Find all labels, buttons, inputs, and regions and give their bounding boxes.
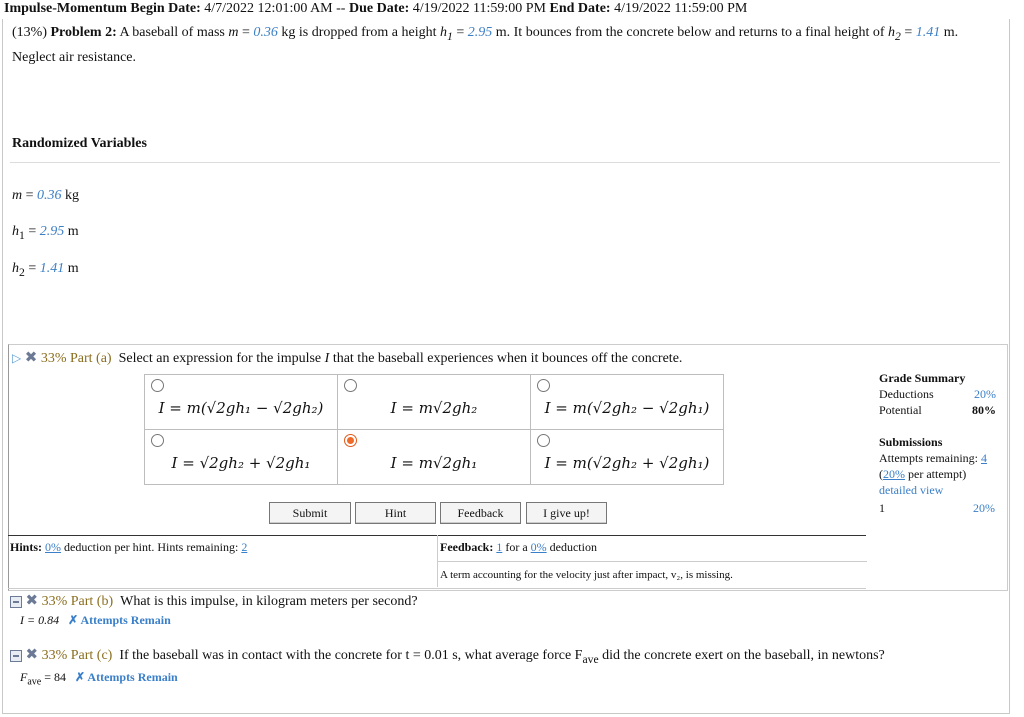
problem-text-b: kg is dropped from a height	[281, 25, 437, 40]
part-c-answer: = 84	[44, 670, 67, 684]
begin-label: Begin Date:	[130, 1, 201, 16]
option-6[interactable]	[531, 430, 724, 485]
problem-text-d: m. Neglect air resistance.	[12, 25, 959, 65]
problem-text-a: A baseball of mass	[119, 25, 225, 40]
per-attempt: (20% per attempt)	[879, 467, 967, 481]
incorrect-icon: ✖	[24, 350, 38, 366]
option-5-expr: I = m√2gh₁	[390, 454, 478, 472]
grade-summary-title: Grade Summary	[879, 371, 966, 385]
assignment-header	[0, 0, 1024, 19]
problem-statement: (13%) Problem 2: A baseball of mass m = 0.36 kg is dropped from a height $h_1 = 2.95$ m. It bounces from the concrete below and returns to a final height of $h_2 = 1.41$ m. Neglect air resistance.	[12, 25, 959, 65]
part-a-question: Select an expression for the impulse	[118, 351, 322, 366]
submissions-title: Submissions	[879, 435, 943, 449]
hints-status: Hints: 0% deduction per hint. Hints remaining: 2	[10, 540, 248, 554]
option-4[interactable]	[145, 430, 338, 485]
mass-value: 0.36	[253, 25, 278, 40]
potential-label: Potential	[879, 403, 922, 417]
feedback-status: Feedback: 1 for a 0% deduction	[440, 540, 597, 554]
deductions-label: Deductions	[879, 387, 934, 401]
incorrect-icon: ✖	[25, 647, 39, 663]
feedback-message: A term accounting for the velocity just after impact, v₂, is missing.	[440, 569, 733, 581]
radio-button-selected[interactable]	[344, 434, 357, 447]
collapse-icon[interactable]	[10, 596, 22, 608]
part-a-header: ▷ ✖ 33% Part (a) Select an expression for the impulse I that the baseball experiences when it bounces off the concrete.	[12, 350, 683, 366]
randomized-variables-title: Randomized Variables	[12, 136, 147, 151]
attempts-remaining: Attempts remaining: 4	[879, 451, 987, 465]
part-c-header: ✖ 33% Part (c) If the baseball was in contact with the concrete for t = 0.01 s, what average force $F_{ave}$ did the concrete exert on the baseball, in newtons?	[10, 645, 885, 666]
var-h2: $h_2 = 1.41$ m	[12, 261, 79, 279]
radio-button[interactable]	[344, 379, 357, 392]
var-h1: $h_1 = 2.95$ m	[12, 224, 79, 242]
problem-weight: (13%)	[12, 25, 47, 40]
part-b-status: ✗ Attempts Remain	[68, 613, 171, 627]
option-5[interactable]	[338, 430, 531, 485]
incorrect-icon: ✖	[25, 593, 39, 609]
part-c-question-b: did the concrete exert on the baseball, in newtons?	[602, 648, 885, 663]
problem-label: Problem 2:	[50, 25, 117, 40]
mass-symbol: m	[228, 25, 239, 40]
assignment-title: Impulse-Momentum	[4, 1, 127, 16]
radio-button[interactable]	[537, 379, 550, 392]
part-a-percent: 33% Part (a)	[40, 351, 112, 366]
radio-button[interactable]	[537, 434, 550, 447]
submission-row-value: 20%	[973, 501, 995, 515]
radio-button[interactable]	[151, 379, 164, 392]
part-c-question: If the baseball was in contact with the concrete for t = 0.01 s, what average force F	[119, 648, 583, 663]
expand-triangle-icon[interactable]: ▷	[12, 351, 22, 365]
part-b-answer-row	[20, 613, 171, 628]
submission-row-number: 1	[879, 501, 885, 515]
feedback-button[interactable]: Feedback	[440, 502, 521, 524]
potential-value: 80%	[972, 403, 996, 417]
h2-value: 1.41	[915, 25, 941, 40]
feedback-divider	[437, 561, 867, 562]
option-2-expr: I = m√2gh₂	[390, 399, 478, 417]
h1-symbol: $h_1$	[440, 25, 453, 43]
h2-symbol: $h_2$	[888, 25, 901, 43]
end-date: 4/19/2022 11:59:00 PM	[614, 1, 748, 16]
option-3-expr: I = m(√2gh₂ − √2gh₁)	[544, 399, 710, 417]
option-4-expr: I = √2gh₂ + √2gh₁	[171, 454, 311, 472]
due-label: Due Date:	[348, 1, 410, 16]
divider	[10, 162, 1000, 163]
part-b-answer: I = 0.84	[20, 613, 60, 627]
date-separator: --	[336, 1, 346, 16]
option-3[interactable]	[531, 375, 724, 430]
option-1[interactable]	[145, 375, 338, 430]
hint-button[interactable]: Hint	[355, 502, 436, 524]
part-c-status: ✗ Attempts Remain	[75, 670, 178, 684]
answer-options	[144, 374, 724, 485]
submit-button[interactable]: Submit	[269, 502, 351, 524]
part-c-answer-row: $F_{ave} = 84$ ✗ Attempts Remain	[20, 670, 178, 688]
h1-value: 2.95	[467, 25, 493, 40]
end-label: End Date:	[549, 1, 611, 16]
option-1-expr: I = m(√2gh₁ − √2gh₂)	[158, 399, 324, 417]
option-6-expr: I = m(√2gh₂ + √2gh₁)	[544, 454, 710, 472]
part-b-header: ✖ 33% Part (b) What is this impulse, in kilogram meters per second?	[10, 591, 418, 610]
var-mass: m = 0.36 kg	[12, 188, 80, 203]
problem-text-c: m. It bounces from the concrete below and returns to a final height of	[495, 25, 885, 40]
option-2[interactable]	[338, 375, 531, 430]
part-a-question-b: that the baseball experiences when it bounces off the concrete.	[332, 351, 683, 366]
give-up-button[interactable]: I give up!	[526, 502, 607, 524]
detailed-view-link[interactable]: detailed view	[879, 483, 944, 497]
radio-button[interactable]	[151, 434, 164, 447]
deductions-value: 20%	[974, 387, 996, 401]
part-b-question: What is this impulse, in kilogram meters per second?	[120, 594, 418, 609]
begin-date: 4/7/2022 12:01:00 AM	[204, 1, 333, 16]
due-date: 4/19/2022 11:59:00 PM	[412, 1, 547, 16]
collapse-icon[interactable]	[10, 650, 22, 662]
